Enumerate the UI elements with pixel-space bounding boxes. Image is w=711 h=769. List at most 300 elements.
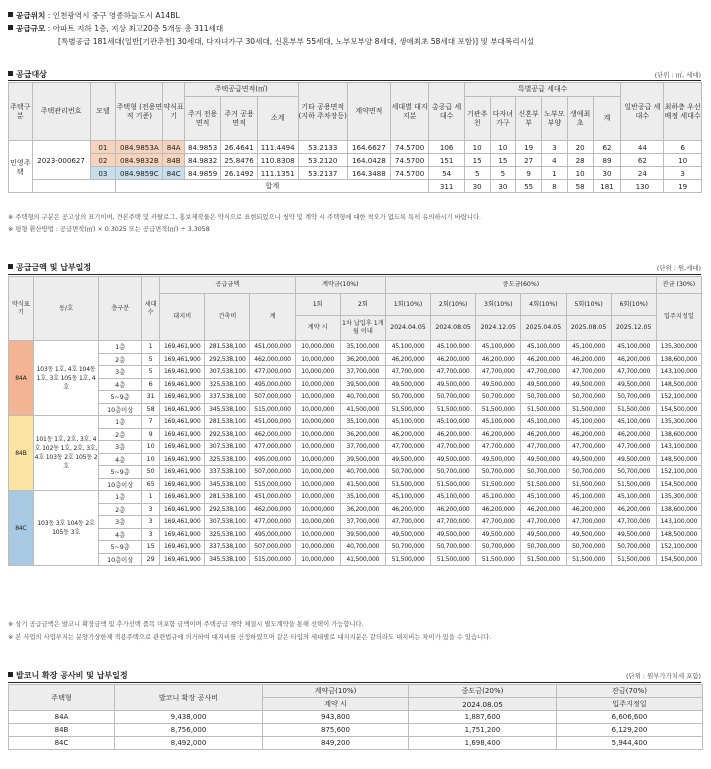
middle-payment-cell: 51,500,000: [611, 553, 656, 566]
middle-payment-cell: 46,200,000: [385, 353, 430, 366]
middle-payment-cell: 47,700,000: [385, 516, 430, 529]
th-type-category: 주택구분: [9, 83, 33, 141]
units-cell: 58: [142, 403, 160, 416]
middle-payment-cell: 51,500,000: [566, 403, 611, 416]
middle-payment-cell: 45,100,000: [611, 416, 656, 429]
type-cell: 84C: [9, 737, 115, 750]
deposit-1-cell: 10,000,000: [295, 366, 340, 379]
th-deposit-2: 2회: [340, 294, 385, 316]
total-price-cell: 515,000,000: [250, 403, 295, 416]
balance-cell: 135,300,000: [656, 416, 701, 429]
price-note-1: ※ 상기 공급금액은 발코니 확장금액 및 추가선택 품목 미포함 금액이며 주택공급 계약 체결시 별도계약을 통해 선택이 가능합니다.: [8, 621, 364, 628]
floor-cell: 3층: [99, 366, 142, 379]
th-deposit: 계약금(10%): [263, 685, 409, 698]
floor-cell: 5~9층: [99, 391, 142, 404]
supply-scale-line: 공급규모 : 아파트 지하 1층, 지상 최고20층 5개동 총 311세대: [8, 23, 223, 35]
private-cell: 84.9859: [184, 167, 220, 180]
building-price-cell: 337,538,100: [205, 466, 250, 479]
middle-payment-cell: 45,100,000: [385, 416, 430, 429]
multi-cell: 5: [490, 167, 516, 180]
middle-payment-cell: 45,100,000: [566, 416, 611, 429]
newly-cell: 9: [516, 167, 542, 180]
land-cell: 74.5700: [390, 154, 429, 167]
balance-cell: 138,600,000: [656, 503, 701, 516]
land-price-cell: 169,461,900: [160, 516, 205, 529]
building-price-cell: 281,538,100: [205, 491, 250, 504]
table-row: [9, 441, 702, 454]
floor-cell: 4층: [99, 378, 142, 391]
total-price-cell: 495,000,000: [250, 378, 295, 391]
balance-cell: 152,100,000: [656, 541, 701, 554]
middle-payment-cell: 47,700,000: [566, 441, 611, 454]
land-price-cell: 169,461,900: [160, 528, 205, 541]
type-cell: 84B: [9, 724, 115, 737]
middle-payment-cell: 47,700,000: [521, 516, 566, 529]
total-price-cell: 495,000,000: [250, 453, 295, 466]
th-special: 특별공급 세대수: [464, 83, 621, 97]
middle-payment-cell: 49,500,000: [431, 453, 476, 466]
land-price-cell: 169,461,900: [160, 478, 205, 491]
total-label-cell: 합계: [116, 180, 429, 193]
bullet-square-icon: [8, 71, 13, 76]
inst-cell: 5: [464, 167, 490, 180]
table-row: [9, 478, 702, 491]
middle-payment-cell: 50,700,000: [611, 391, 656, 404]
deposit-1-cell: 10,000,000: [295, 478, 340, 491]
balance-cell: 154,500,000: [656, 478, 701, 491]
middle-payment-cell: 50,700,000: [566, 391, 611, 404]
th-abbr: 약식표기: [9, 277, 34, 341]
middle-payment-cell: 51,500,000: [611, 478, 656, 491]
land-price-cell: 169,461,900: [160, 353, 205, 366]
middle-payment-cell: 51,500,000: [566, 553, 611, 566]
land-price-cell: 169,461,900: [160, 553, 205, 566]
land-price-cell: 169,461,900: [160, 416, 205, 429]
th-cost: 발코니 확장 공사비: [115, 685, 263, 711]
deposit-2-cell: 41,500,000: [340, 403, 385, 416]
cost-cell: 8,492,000: [115, 737, 263, 750]
middle-payment-cell: 46,200,000: [566, 428, 611, 441]
floor-cell: 3층: [99, 441, 142, 454]
th-supply-area: 주택공급면적(㎡): [184, 83, 298, 97]
deposit-1-cell: 10,000,000: [295, 528, 340, 541]
deposit-1-cell: 10,000,000: [295, 403, 340, 416]
land-price-cell: 169,461,900: [160, 453, 205, 466]
middle-payment-cell: 45,100,000: [566, 491, 611, 504]
dong-cell: 101동 1호, 2호, 3호, 4호 102동 1호, 2호, 3호, 4호 103동 2호 105동 2호: [33, 416, 98, 491]
supply-scale: 아파트 지하 1층, 지상 최고20층 5개동 총 311세대: [52, 24, 224, 33]
table-row: [9, 391, 702, 404]
blank-cell: [32, 180, 116, 193]
units-cell: 15: [142, 541, 160, 554]
deposit-1-cell: 10,000,000: [295, 553, 340, 566]
th-balance: 잔금 (30%): [656, 277, 701, 294]
units-cell: 50: [142, 466, 160, 479]
unit-label-price: (단위 : 원,세대): [656, 264, 701, 272]
middle-payment-cell: 46,200,000: [566, 353, 611, 366]
middle-payment-cell: 51,500,000: [611, 403, 656, 416]
supply-location: 인천광역시 중구 영종하늘도시 A14BL: [52, 11, 180, 20]
units-cell: 31: [142, 391, 160, 404]
balance-cell: 154,500,000: [656, 403, 701, 416]
th-common-area: 주거 공용면적: [221, 97, 257, 141]
middle-payment-cell: 45,100,000: [521, 341, 566, 354]
deposit-2-cell: 40,700,000: [340, 391, 385, 404]
th-elderly: 노부모부양: [542, 97, 568, 141]
middle-payment-cell: 45,100,000: [611, 341, 656, 354]
th-total: 계: [250, 294, 295, 341]
floor-cell: 10층이상: [99, 403, 142, 416]
low-cell: 10: [664, 154, 702, 167]
middle-payment-cell: 45,100,000: [431, 491, 476, 504]
land-price-cell: 169,461,900: [160, 341, 205, 354]
section-title-balcony: 발코니 확장 공사비 및 납부일정: [8, 670, 128, 681]
land-price-cell: 169,461,900: [160, 403, 205, 416]
total-price-cell: 477,000,000: [250, 366, 295, 379]
deposit-2-cell: 36,200,000: [340, 428, 385, 441]
low-cell: 6: [664, 141, 702, 154]
units-cell: 1: [142, 491, 160, 504]
abbr-cell: 84B: [163, 154, 184, 167]
middle-payment-cell: 47,700,000: [385, 441, 430, 454]
middle-payment-cell: 47,700,000: [521, 366, 566, 379]
floor-cell: 5~9층: [99, 466, 142, 479]
middle-payment-cell: 50,700,000: [476, 391, 521, 404]
th-middle-3-date: 2024.12.05: [476, 316, 521, 341]
th-middle-1: 1회(10%): [385, 294, 430, 316]
middle-payment-cell: 50,700,000: [521, 391, 566, 404]
th-deposit-1: 1회: [295, 294, 340, 316]
elderly-cell: 1: [542, 167, 568, 180]
middle-payment-cell: 45,100,000: [476, 491, 521, 504]
middle-payment-cell: 50,700,000: [521, 466, 566, 479]
total-price-cell: 515,000,000: [250, 553, 295, 566]
middle-payment-cell: 46,200,000: [476, 503, 521, 516]
model-cell: 03: [90, 167, 116, 180]
first-cell: 10: [567, 167, 593, 180]
building-price-cell: 307,538,100: [205, 366, 250, 379]
middle-payment-cell: 45,100,000: [521, 491, 566, 504]
floor-cell: 5~9층: [99, 541, 142, 554]
th-supply-price: 공급금액: [160, 277, 295, 294]
th-other-common: 기타 공용면적 (지하 주차장등): [298, 83, 347, 141]
balance-cell: 148,500,000: [656, 453, 701, 466]
subtotal-cell: 110.8308: [257, 154, 298, 167]
floor-cell: 1층: [99, 416, 142, 429]
sum-cell: 62: [593, 141, 621, 154]
table-row: [9, 141, 702, 154]
th-subtotal: 소계: [257, 97, 298, 141]
price-note-2: ※ 본 사업의 사업부지는 분양가상한제 적용주택으로 관련법규에 의거하여 대지비를 산정하였으며 같은 타입의 세대별로 대지지분은 같더라도 대지비는 차이가 있을 수 있습니다.: [8, 634, 492, 641]
middle-payment-cell: 51,500,000: [521, 553, 566, 566]
total-elderly-cell: 8: [542, 180, 568, 193]
deposit-1-cell: 10,000,000: [295, 416, 340, 429]
divider: [8, 682, 701, 683]
table-row: [9, 711, 703, 724]
deposit-2-cell: 39,500,000: [340, 528, 385, 541]
middle-payment-cell: 47,700,000: [431, 366, 476, 379]
balance-cell: 148,500,000: [656, 378, 701, 391]
first-cell: 20: [567, 141, 593, 154]
th-private-area: 주거 전용면적: [184, 97, 220, 141]
building-price-cell: 337,538,100: [205, 541, 250, 554]
middle-payment-cell: 50,700,000: [611, 466, 656, 479]
balance-cell: 143,100,000: [656, 441, 701, 454]
middle-payment-cell: 51,500,000: [431, 553, 476, 566]
th-total-units: 총공급 세대수: [429, 83, 464, 141]
common-cell: 25.8476: [221, 154, 257, 167]
middle-payment-cell: 46,200,000: [431, 353, 476, 366]
units-cell: 10: [142, 453, 160, 466]
total-price-cell: 462,000,000: [250, 503, 295, 516]
middle-payment-cell: 49,500,000: [476, 453, 521, 466]
th-middle-1-date: 2024.04.05: [385, 316, 430, 341]
total-row: [9, 180, 702, 193]
other-cell: 53.2120: [298, 154, 347, 167]
deposit-2-cell: 39,500,000: [340, 453, 385, 466]
table-row: [9, 541, 702, 554]
land-price-cell: 169,461,900: [160, 503, 205, 516]
divider: [8, 80, 701, 81]
th-middle-6: 6회(10%): [611, 294, 656, 316]
deposit-2-cell: 36,200,000: [340, 503, 385, 516]
balance-cell: 148,500,000: [656, 528, 701, 541]
deposit-1-cell: 10,000,000: [295, 491, 340, 504]
units-cell: 29: [142, 553, 160, 566]
middle-payment-cell: 47,700,000: [521, 441, 566, 454]
middle-payment-cell: 45,100,000: [521, 416, 566, 429]
table-row: [9, 341, 702, 354]
total-price-cell: 477,000,000: [250, 516, 295, 529]
land-cell: 74.5700: [390, 141, 429, 154]
th-middle-date: 2024.08.05: [409, 698, 557, 711]
deposit-2-cell: 35,100,000: [340, 341, 385, 354]
land-price-cell: 169,461,900: [160, 378, 205, 391]
deposit-cell: 875,600: [263, 724, 409, 737]
deposit-2-cell: 35,100,000: [340, 491, 385, 504]
units-cell: 3: [142, 503, 160, 516]
th-building: 건축비: [205, 294, 250, 341]
bullet-square-icon: [8, 672, 13, 677]
newly-cell: 19: [516, 141, 542, 154]
total-price-cell: 515,000,000: [250, 478, 295, 491]
middle-payment-cell: 51,500,000: [521, 478, 566, 491]
deposit-1-cell: 10,000,000: [295, 341, 340, 354]
floor-cell: 2층: [99, 503, 142, 516]
multi-cell: 10: [490, 141, 516, 154]
total-inst-cell: 30: [464, 180, 490, 193]
general-cell: 62: [621, 154, 664, 167]
balance-cell: 143,100,000: [656, 366, 701, 379]
middle-payment-cell: 45,100,000: [476, 341, 521, 354]
subtotal-cell: 111.4494: [257, 141, 298, 154]
balance-cell: 5,944,400: [557, 737, 703, 750]
th-middle-5-date: 2025.08.05: [566, 316, 611, 341]
total-sum-cell: 181: [593, 180, 621, 193]
middle-payment-cell: 47,700,000: [611, 516, 656, 529]
th-house-type: 주택형 (전용면적 기준): [116, 83, 163, 141]
building-price-cell: 292,538,100: [205, 353, 250, 366]
deposit-2-cell: 35,100,000: [340, 416, 385, 429]
th-newly: 신혼부부: [516, 97, 542, 141]
deposit-2-cell: 41,500,000: [340, 553, 385, 566]
middle-payment-cell: 47,700,000: [566, 516, 611, 529]
abbr-cell: 84C: [163, 167, 184, 180]
bullet-square-icon: [8, 12, 13, 17]
middle-payment-cell: 51,500,000: [385, 403, 430, 416]
bullet-square-icon: [8, 25, 13, 30]
middle-payment-cell: 50,700,000: [566, 541, 611, 554]
type-cell: 84A: [9, 711, 115, 724]
th-middle-4: 4회(10%): [521, 294, 566, 316]
middle-payment-cell: 49,500,000: [521, 528, 566, 541]
middle-payment-cell: 47,700,000: [476, 516, 521, 529]
middle-payment-cell: 49,500,000: [476, 528, 521, 541]
table-row: [9, 516, 702, 529]
balance-cell: 135,300,000: [656, 491, 701, 504]
total-price-cell: 451,000,000: [250, 491, 295, 504]
abbr-cell: 84B: [9, 416, 34, 491]
middle-payment-cell: 46,200,000: [566, 503, 611, 516]
middle-payment-cell: 50,700,000: [385, 391, 430, 404]
units-cell: 3: [142, 528, 160, 541]
units-cell: 10: [142, 441, 160, 454]
th-dong: 동/호: [33, 277, 98, 341]
middle-payment-cell: 46,200,000: [521, 353, 566, 366]
middle-payment-cell: 51,500,000: [566, 478, 611, 491]
section-title-target: 공급대상: [8, 69, 47, 80]
floor-cell: 3층: [99, 516, 142, 529]
balance-cell: 6,606,600: [557, 711, 703, 724]
th-deposit: 계약금(10%): [295, 277, 385, 294]
building-price-cell: 345,538,100: [205, 478, 250, 491]
subtotal-cell: 111.1351: [257, 167, 298, 180]
th-middle: 중도금(20%): [409, 685, 557, 698]
contract-cell: 164.3488: [347, 167, 390, 180]
deposit-cell: 849,200: [263, 737, 409, 750]
floor-cell: 10층이상: [99, 553, 142, 566]
th-model: 모델: [90, 83, 116, 141]
middle-payment-cell: 50,700,000: [476, 466, 521, 479]
common-cell: 26.4641: [221, 141, 257, 154]
middle-cell: 1,887,600: [409, 711, 557, 724]
deposit-2-cell: 39,500,000: [340, 378, 385, 391]
middle-payment-cell: 49,500,000: [566, 453, 611, 466]
th-contract-area: 계약면적: [347, 83, 390, 141]
building-price-cell: 325,538,100: [205, 378, 250, 391]
total-price-cell: 477,000,000: [250, 441, 295, 454]
other-cell: 53.2137: [298, 167, 347, 180]
building-price-cell: 281,538,100: [205, 416, 250, 429]
table-row: [9, 491, 702, 504]
middle-payment-cell: 51,500,000: [385, 478, 430, 491]
middle-payment-cell: 45,100,000: [476, 416, 521, 429]
middle-payment-cell: 45,100,000: [385, 341, 430, 354]
middle-payment-cell: 50,700,000: [566, 466, 611, 479]
deposit-2-cell: 40,700,000: [340, 466, 385, 479]
balance-cell: 152,100,000: [656, 391, 701, 404]
supply-scale-detail: [특별공급 181세대(일반[기관추천] 30세대, 다자녀가구 30세대, 신혼부부 55세대, 노부모부양 8세대, 생애최초 58세대 포함)] 및 부대복리시설: [58, 37, 535, 46]
table-row: [9, 503, 702, 516]
elderly-cell: 3: [542, 141, 568, 154]
land-price-cell: 169,461,900: [160, 541, 205, 554]
middle-payment-cell: 50,700,000: [385, 466, 430, 479]
th-balance-when: 입주지정일: [656, 294, 701, 341]
total-cell: 151: [429, 154, 464, 167]
middle-payment-cell: 46,200,000: [611, 428, 656, 441]
cost-cell: 9,438,000: [115, 711, 263, 724]
middle-payment-cell: 49,500,000: [521, 378, 566, 391]
floor-cell: 2층: [99, 353, 142, 366]
total-total-cell: 311: [429, 180, 464, 193]
total-low-cell: 19: [664, 180, 702, 193]
middle-payment-cell: 46,200,000: [611, 353, 656, 366]
house-type-cell: 084.9859C: [116, 167, 163, 180]
th-units: 세대수: [142, 277, 160, 341]
middle-payment-cell: 49,500,000: [476, 378, 521, 391]
th-type: 주택형: [9, 685, 115, 711]
balance-cell: 6,129,200: [557, 724, 703, 737]
building-price-cell: 292,538,100: [205, 503, 250, 516]
middle-payment-cell: 47,700,000: [431, 516, 476, 529]
contract-cell: 164.0428: [347, 154, 390, 167]
total-cell: 54: [429, 167, 464, 180]
deposit-cell: 943,800: [263, 711, 409, 724]
balance-cell: 143,100,000: [656, 516, 701, 529]
middle-payment-cell: 46,200,000: [431, 503, 476, 516]
deposit-1-cell: 10,000,000: [295, 353, 340, 366]
private-cell: 84.9832: [184, 154, 220, 167]
total-newly-cell: 55: [516, 180, 542, 193]
middle-payment-cell: 51,500,000: [476, 403, 521, 416]
building-price-cell: 325,538,100: [205, 528, 250, 541]
deposit-1-cell: 10,000,000: [295, 516, 340, 529]
th-land: 대지비: [160, 294, 205, 341]
middle-payment-cell: 49,500,000: [431, 528, 476, 541]
middle-payment-cell: 51,500,000: [476, 553, 521, 566]
middle-payment-cell: 46,200,000: [385, 428, 430, 441]
building-price-cell: 345,538,100: [205, 553, 250, 566]
general-cell: 44: [621, 141, 664, 154]
deposit-1-cell: 10,000,000: [295, 466, 340, 479]
total-price-cell: 462,000,000: [250, 428, 295, 441]
land-price-cell: 169,461,900: [160, 466, 205, 479]
th-balance-when: 입주지정일: [557, 698, 703, 711]
total-price-cell: 451,000,000: [250, 341, 295, 354]
middle-payment-cell: 47,700,000: [611, 441, 656, 454]
th-inst: 기관추천: [464, 97, 490, 141]
middle-payment-cell: 50,700,000: [431, 541, 476, 554]
units-cell: 7: [142, 416, 160, 429]
multi-cell: 15: [490, 154, 516, 167]
th-deposit-2-when: 1차 납입후 1개월 이내: [340, 316, 385, 341]
deposit-2-cell: 37,700,000: [340, 366, 385, 379]
total-price-cell: 507,000,000: [250, 391, 295, 404]
th-middle-2: 2회(10%): [431, 294, 476, 316]
th-deposit-1-when: 계약 시: [295, 316, 340, 341]
th-deposit-when: 계약 시: [263, 698, 409, 711]
th-middle-4-date: 2025.04.05: [521, 316, 566, 341]
middle-payment-cell: 51,500,000: [476, 478, 521, 491]
building-price-cell: 325,538,100: [205, 453, 250, 466]
table-row: [9, 167, 702, 180]
unit-label-target: (단위 : ㎡, 세대): [654, 71, 701, 79]
deposit-1-cell: 10,000,000: [295, 391, 340, 404]
middle-payment-cell: 49,500,000: [611, 378, 656, 391]
middle-payment-cell: 49,500,000: [566, 378, 611, 391]
th-middle-5: 5회(10%): [566, 294, 611, 316]
deposit-1-cell: 10,000,000: [295, 378, 340, 391]
